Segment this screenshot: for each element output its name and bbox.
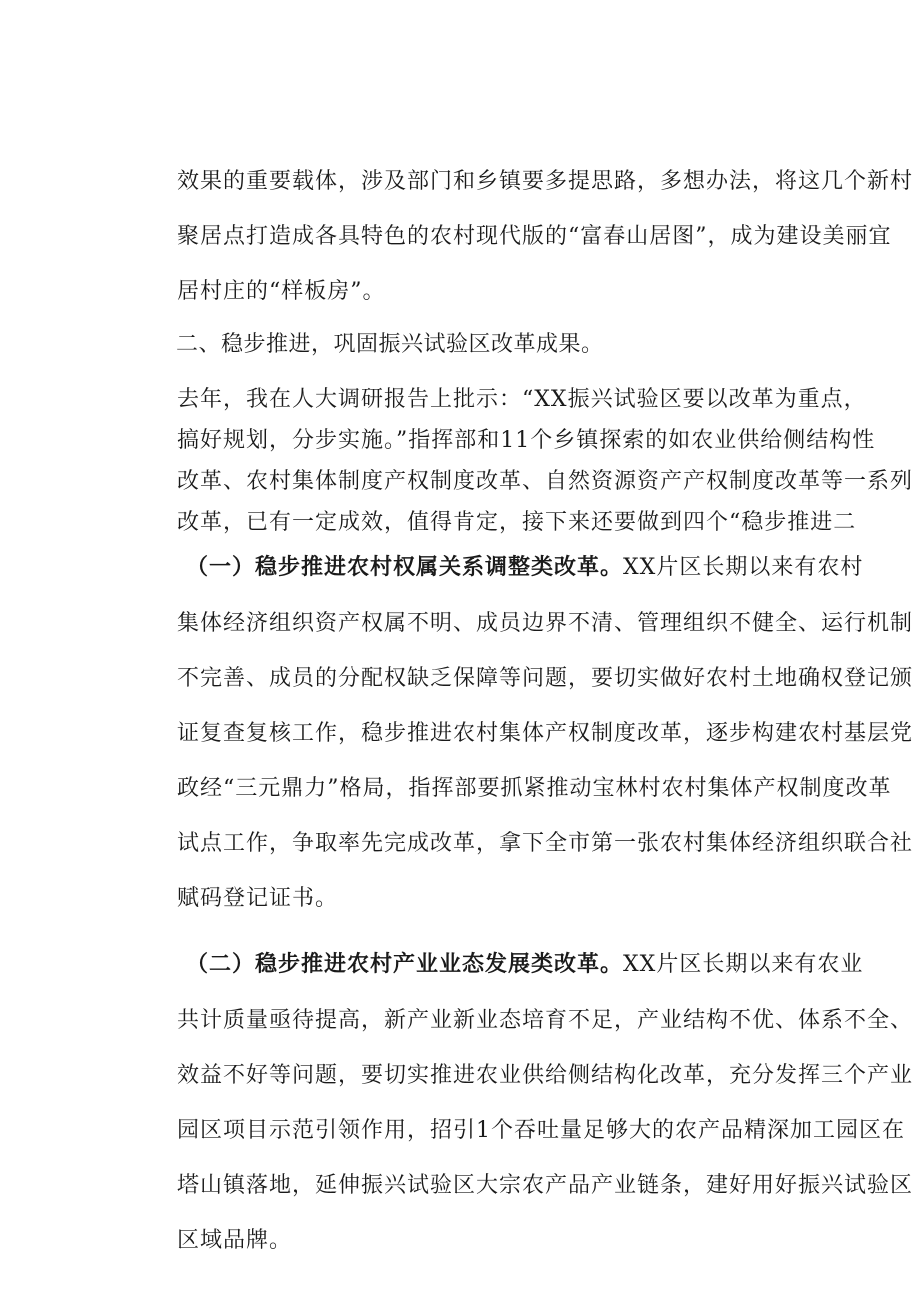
paragraph-line: 效果的重要载体，涉及部门和乡镇要多提思路，多想办法，将这几个新村 xyxy=(177,169,914,194)
subsection-first-line xyxy=(186,553,864,583)
paragraph-line: 塔山镇落地，延伸振兴试验区大宗农产品产业链条，建好用好振兴试验区 xyxy=(177,1173,914,1198)
paragraph-line: 改革，已有一定成效，值得肯定，接下来还要做到四个“稳步推进二 xyxy=(177,510,857,535)
subsection-title: （一）稳步推进农村权属关系调整类改革。 xyxy=(186,555,624,580)
paragraph-line: 证复查复核工作，稳步推进农村集体产权制度改革，逐步构建农村基层党 xyxy=(177,721,914,746)
paragraph-line: 赋码登记证书。 xyxy=(177,886,339,911)
subsection-first-line xyxy=(186,950,864,980)
paragraph-line: 共计质量亟待提高，新产业新业态培育不足，产业结构不优、体系不全、 xyxy=(177,1008,914,1033)
paragraph-line: 聚居点打造成各具特色的农村现代版的“富春山居图”，成为建设美丽宜 xyxy=(177,224,892,249)
paragraph-line: 试点工作，争取率先完成改革，拿下全市第一张农村集体经济组织联合社 xyxy=(177,831,914,856)
paragraph-line: 政经“三元鼎力”格局，指挥部要抓紧推动宝林村农村集体产权制度改革 xyxy=(177,776,892,801)
paragraph-line: 区域品牌。 xyxy=(177,1228,293,1253)
paragraph-line: 改革、农村集体制度产权制度改革、自然资源资产产权制度改革等一系列 xyxy=(177,469,914,494)
paragraph-line: 居村庄的“样板房”。 xyxy=(177,279,386,304)
subsection-title: （二）稳步推进农村产业业态发展类改革。 xyxy=(186,952,624,977)
paragraph-line: 园区项目示范引领作用，招引1个吞吐量足够大的农产品精深加工园区在 xyxy=(177,1118,905,1143)
paragraph-line: 不完善、成员的分配权缺乏保障等问题，要切实做好农村土地确权登记颁 xyxy=(177,666,914,691)
paragraph-line: 集体经济组织资产权属不明、成员边界不清、管理组织不健全、运行机制 xyxy=(177,611,914,636)
subsection-text: XX片区长期以来有农村 xyxy=(623,555,864,580)
paragraph-line: 去年，我在人大调研报告上批示：“XX振兴试验区要以改革为重点， xyxy=(177,387,867,412)
section-heading: 二、稳步推进，巩固振兴试验区改革成果。 xyxy=(176,332,604,357)
paragraph-line: 效益不好等问题，要切实推进农业供给侧结构化改革，充分发挥三个产业 xyxy=(177,1063,914,1088)
paragraph-line: 搞好规划，分步实施。”指挥部和11个乡镇探索的如农业供给侧结构性 xyxy=(177,428,876,453)
subsection-text: XX片区长期以来有农业 xyxy=(623,952,864,977)
